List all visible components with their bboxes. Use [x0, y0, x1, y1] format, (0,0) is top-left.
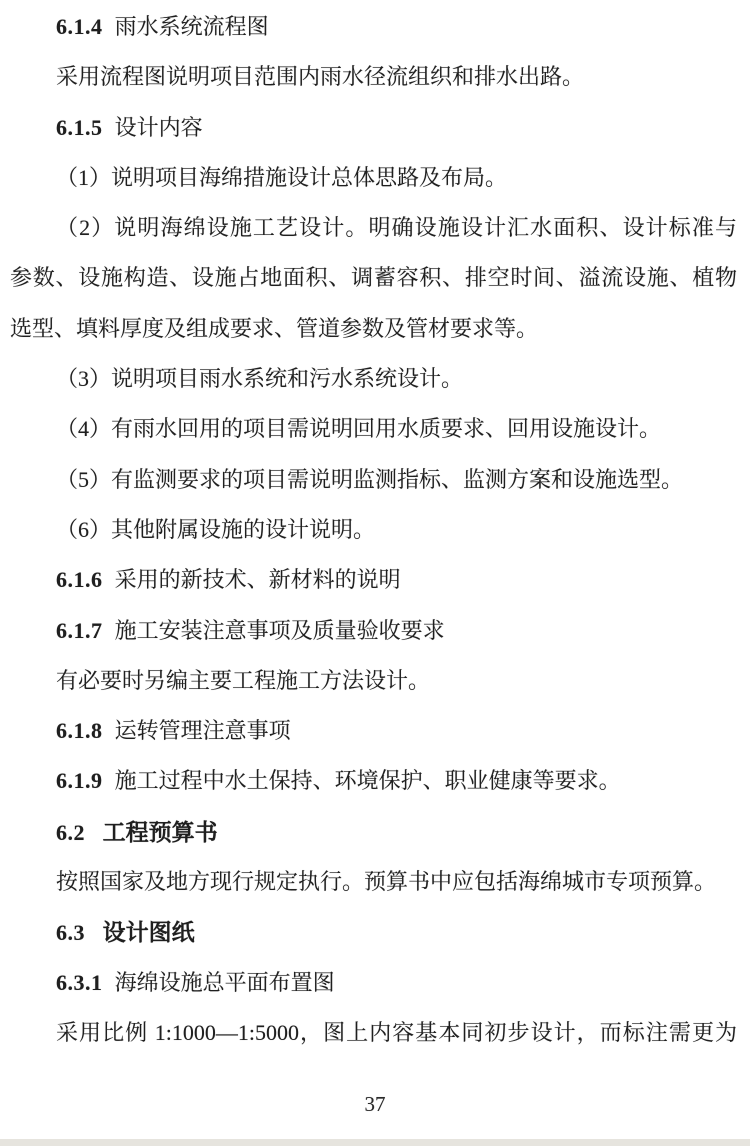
heading-line — [10, 555, 737, 605]
heading-line — [10, 907, 737, 957]
text-line — [10, 505, 737, 555]
heading-line — [10, 807, 737, 857]
line-text: 选型、填料厚度及组成要求、管道参数及管材要求等。 — [10, 315, 539, 341]
line-text: （5）有监测要求的项目需说明监测指标、监测方案和设施选型。 — [56, 466, 684, 492]
line-text: （6）其他附属设施的设计说明。 — [56, 516, 376, 542]
line-text: （3）说明项目雨水系统和污水系统设计。 — [56, 366, 464, 392]
text-line — [10, 656, 737, 706]
text-line — [10, 857, 737, 907]
line-text: 运转管理注意事项 — [114, 718, 291, 744]
section-number: 6.1.5 — [56, 114, 103, 140]
line-text: 采用比例 1:1000—1:5000，图上内容基本同初步设计，而标注需更为 — [56, 1019, 737, 1045]
line-text: （1）说明项目海绵措施设计总体思路及布局。 — [56, 164, 508, 190]
line-text: （2）说明海绵设施工艺设计。明确设施设计汇水面积、设计标准与 — [56, 215, 737, 241]
section-number: 6.1.4 — [56, 14, 103, 39]
line-text: 施工安装注意事项及质量验收要求 — [114, 617, 445, 643]
text-line — [10, 153, 737, 203]
heading-line — [10, 958, 737, 1008]
text-line — [10, 52, 737, 102]
line-text: 采用流程图说明项目范围内雨水径流组织和排水出路。 — [56, 64, 585, 90]
section-number: 6.1.6 — [56, 567, 103, 593]
line-text: 设计图纸 — [102, 919, 195, 946]
text-line — [10, 253, 737, 303]
line-text: 施工过程中水土保持、环境保护、职业健康等要求。 — [114, 768, 621, 794]
heading-line — [10, 606, 737, 656]
line-text: （4）有雨水回用的项目需说明回用水质要求、回用设施设计。 — [56, 416, 662, 442]
section-number: 6.3.1 — [56, 969, 103, 995]
heading-line — [10, 2, 737, 52]
heading-line — [10, 706, 737, 756]
line-text: 按照国家及地方现行规定执行。预算书中应包括海绵城市专项预算。 — [56, 869, 717, 895]
line-text: 工程预算书 — [102, 818, 218, 845]
section-number: 6.1.8 — [56, 718, 103, 744]
text-line — [10, 354, 737, 404]
line-text: 采用的新技术、新材料的说明 — [114, 567, 401, 593]
section-number: 6.1.7 — [56, 617, 103, 643]
line-text: 参数、设施构造、设施占地面积、调蓄容积、排空时间、溢流设施、植物 — [10, 265, 737, 291]
text-line — [10, 455, 737, 505]
line-text: 海绵设施总平面布置图 — [114, 969, 335, 995]
footer-strip — [0, 1139, 750, 1146]
page-number: 37 — [364, 1092, 386, 1116]
section-number: 6.2 — [56, 819, 85, 845]
text-line — [10, 404, 737, 454]
heading-line — [10, 756, 737, 806]
section-number: 6.3 — [56, 920, 85, 946]
heading-line — [10, 103, 737, 153]
text-line — [10, 1008, 737, 1058]
line-text: 有必要时另编主要工程施工方法设计。 — [56, 667, 431, 693]
line-text: 设计内容 — [114, 114, 203, 140]
section-number: 6.1.9 — [56, 768, 103, 794]
text-line — [10, 203, 737, 253]
line-text: 雨水系统流程图 — [114, 14, 269, 39]
text-line — [10, 304, 737, 354]
